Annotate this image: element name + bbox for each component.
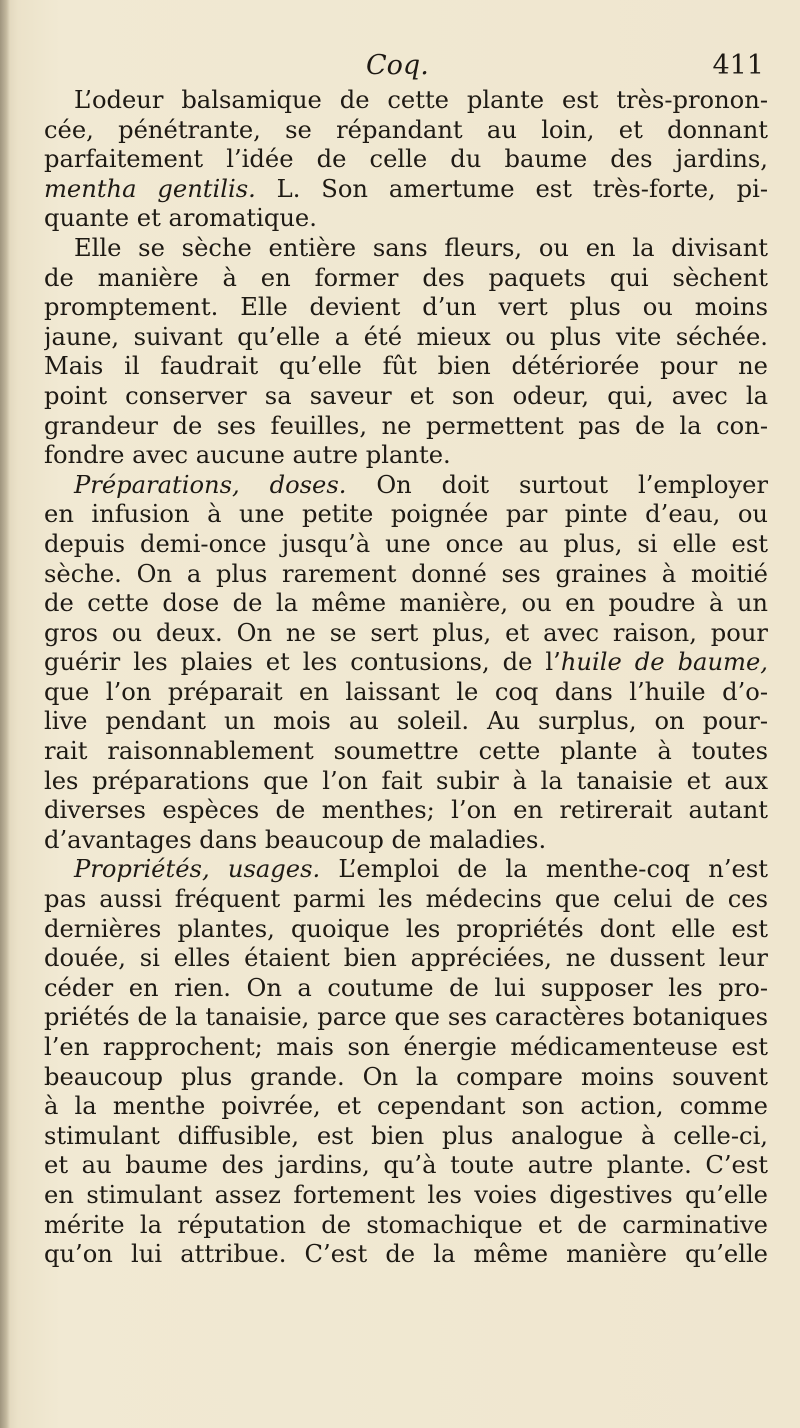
text-segment: d’avantages dans beaucoup de maladies. [44, 825, 547, 854]
text-segment: en infusion à une petite poignée par pinte d’eau, ou [44, 500, 768, 529]
text-segment: priétés de la tanaisie, parce que ses caractères botaniques [44, 1003, 768, 1032]
text-line [44, 1003, 768, 1033]
text-segment: L. Son amertume est très-forte, pi- [255, 174, 768, 203]
text-line [44, 826, 768, 856]
text-line [44, 767, 768, 797]
text-segment: L’odeur balsamique de cette plante est très-pronon- [74, 86, 768, 114]
text-segment: dernières plantes, quoique les propriétés dont elle est [44, 914, 768, 943]
text-segment: de manière à en former des paquets qui sèchent [44, 263, 768, 292]
italic-text-segment: Propriétés, usages. [74, 855, 321, 884]
text-line [44, 412, 768, 442]
text-segment: parfaitement l’idée de celle du baume des jardins, [44, 145, 768, 174]
text-line [44, 293, 768, 323]
text-line [44, 915, 768, 945]
text-line [44, 1063, 768, 1093]
text-segment: Elle se sèche entière sans fleurs, ou en la divisant [74, 233, 768, 262]
page-number: 411 [712, 50, 764, 81]
italic-text-segment: Préparations, doses. [74, 470, 347, 499]
text-segment: point conserver sa saveur et son odeur, qui, avec la [44, 381, 768, 410]
text-segment: quante et aromatique. [44, 204, 317, 233]
page-header [44, 50, 764, 90]
text-line [44, 352, 768, 382]
text-segment: gros ou deux. On ne se sert plus, et avec raison, pour [44, 618, 768, 647]
text-segment: Mais il faudrait qu’elle fût bien détériorée pour ne [44, 352, 768, 381]
text-segment: guérir les plaies et les contusions, de l’ [44, 648, 561, 677]
text-segment: fondre avec aucune autre plante. [44, 441, 451, 470]
text-segment: promptement. Elle devient d’un vert plus ou moins [44, 293, 768, 322]
text-segment: jaune, suivant qu’elle a été mieux ou plus vite séchée. [44, 322, 768, 351]
text-segment: rait raisonnablement soumettre cette plante à toutes [44, 737, 768, 766]
text-segment: cée, pénétrante, se répandant au loin, et donnant [44, 115, 768, 144]
body-text [44, 86, 768, 1270]
text-segment: pas aussi fréquent parmi les médecins que celui de ces [44, 885, 768, 914]
text-line [44, 885, 768, 915]
text-segment: L’emploi de la menthe-coq n’est [320, 855, 768, 884]
text-line [44, 264, 768, 294]
text-segment: beaucoup plus grande. On la compare moins souvent [44, 1062, 768, 1091]
text-line [44, 560, 768, 590]
text-segment: On doit surtout l’employer [346, 470, 768, 499]
text-line [44, 204, 768, 234]
text-segment: grandeur de ses feuilles, ne permettent pas de la con- [44, 411, 768, 440]
text-line [44, 1211, 768, 1241]
text-line [44, 382, 768, 412]
text-line [44, 145, 768, 175]
text-line [44, 500, 768, 530]
text-line [44, 175, 768, 205]
text-line [44, 974, 768, 1004]
text-segment: sèche. On a plus rarement donné ses graines à moitié [44, 559, 768, 588]
text-line [44, 116, 768, 146]
text-line [44, 1151, 768, 1181]
italic-text-segment: mentha gentilis. [44, 174, 256, 203]
page-gutter-shadow [0, 0, 10, 1428]
text-line [44, 86, 768, 116]
text-segment: que l’on préparait en laissant le coq dans l’huile d’o- [44, 677, 768, 706]
text-line [44, 1181, 768, 1211]
text-segment: douée, si elles étaient bien appréciées, ne dussent leur [44, 944, 768, 973]
text-segment: diverses espèces de menthes; l’on en retirerait autant [44, 796, 768, 825]
text-line [44, 1092, 768, 1122]
text-line [44, 1122, 768, 1152]
text-line [44, 530, 768, 560]
text-line [44, 441, 768, 471]
text-segment: qu’on lui attribue. C’est de la même manière qu’elle [44, 1240, 768, 1269]
italic-text-segment: huile de baume, [560, 648, 768, 677]
text-segment: mérite la réputation de stomachique et de carminative [44, 1210, 768, 1239]
text-line [44, 589, 768, 619]
text-line [44, 944, 768, 974]
text-segment: stimulant diffusible, est bien plus analogue à celle-ci, [44, 1121, 768, 1150]
text-line [44, 737, 768, 767]
text-segment: live pendant un mois au soleil. Au surplus, on pour- [44, 707, 768, 736]
text-line [44, 234, 768, 264]
text-line [44, 678, 768, 708]
text-line [44, 471, 768, 501]
text-line [44, 1240, 768, 1270]
text-line [44, 648, 768, 678]
text-segment: à la menthe poivrée, et cependant son action, comme [44, 1092, 768, 1121]
text-segment: de cette dose de la même manière, ou en poudre à un [44, 589, 768, 618]
text-line [44, 323, 768, 353]
text-segment: en stimulant assez fortement les voies digestives qu’elle [44, 1180, 768, 1209]
text-line [44, 619, 768, 649]
text-segment: l’en rapprochent; mais son énergie médicamenteuse est [44, 1033, 768, 1061]
text-line [44, 796, 768, 826]
text-segment: et au baume des jardins, qu’à toute autre plante. C’est [44, 1151, 768, 1180]
running-head: Coq. [366, 50, 429, 81]
text-line [44, 707, 768, 737]
text-segment: depuis demi-once jusqu’à une once au plus, si elle est [44, 529, 768, 558]
text-line [44, 1033, 768, 1063]
text-line [44, 855, 768, 885]
text-segment: céder en rien. On a coutume de lui supposer les pro- [44, 973, 768, 1002]
text-segment: les préparations que l’on fait subir à la tanaisie et aux [44, 766, 768, 795]
